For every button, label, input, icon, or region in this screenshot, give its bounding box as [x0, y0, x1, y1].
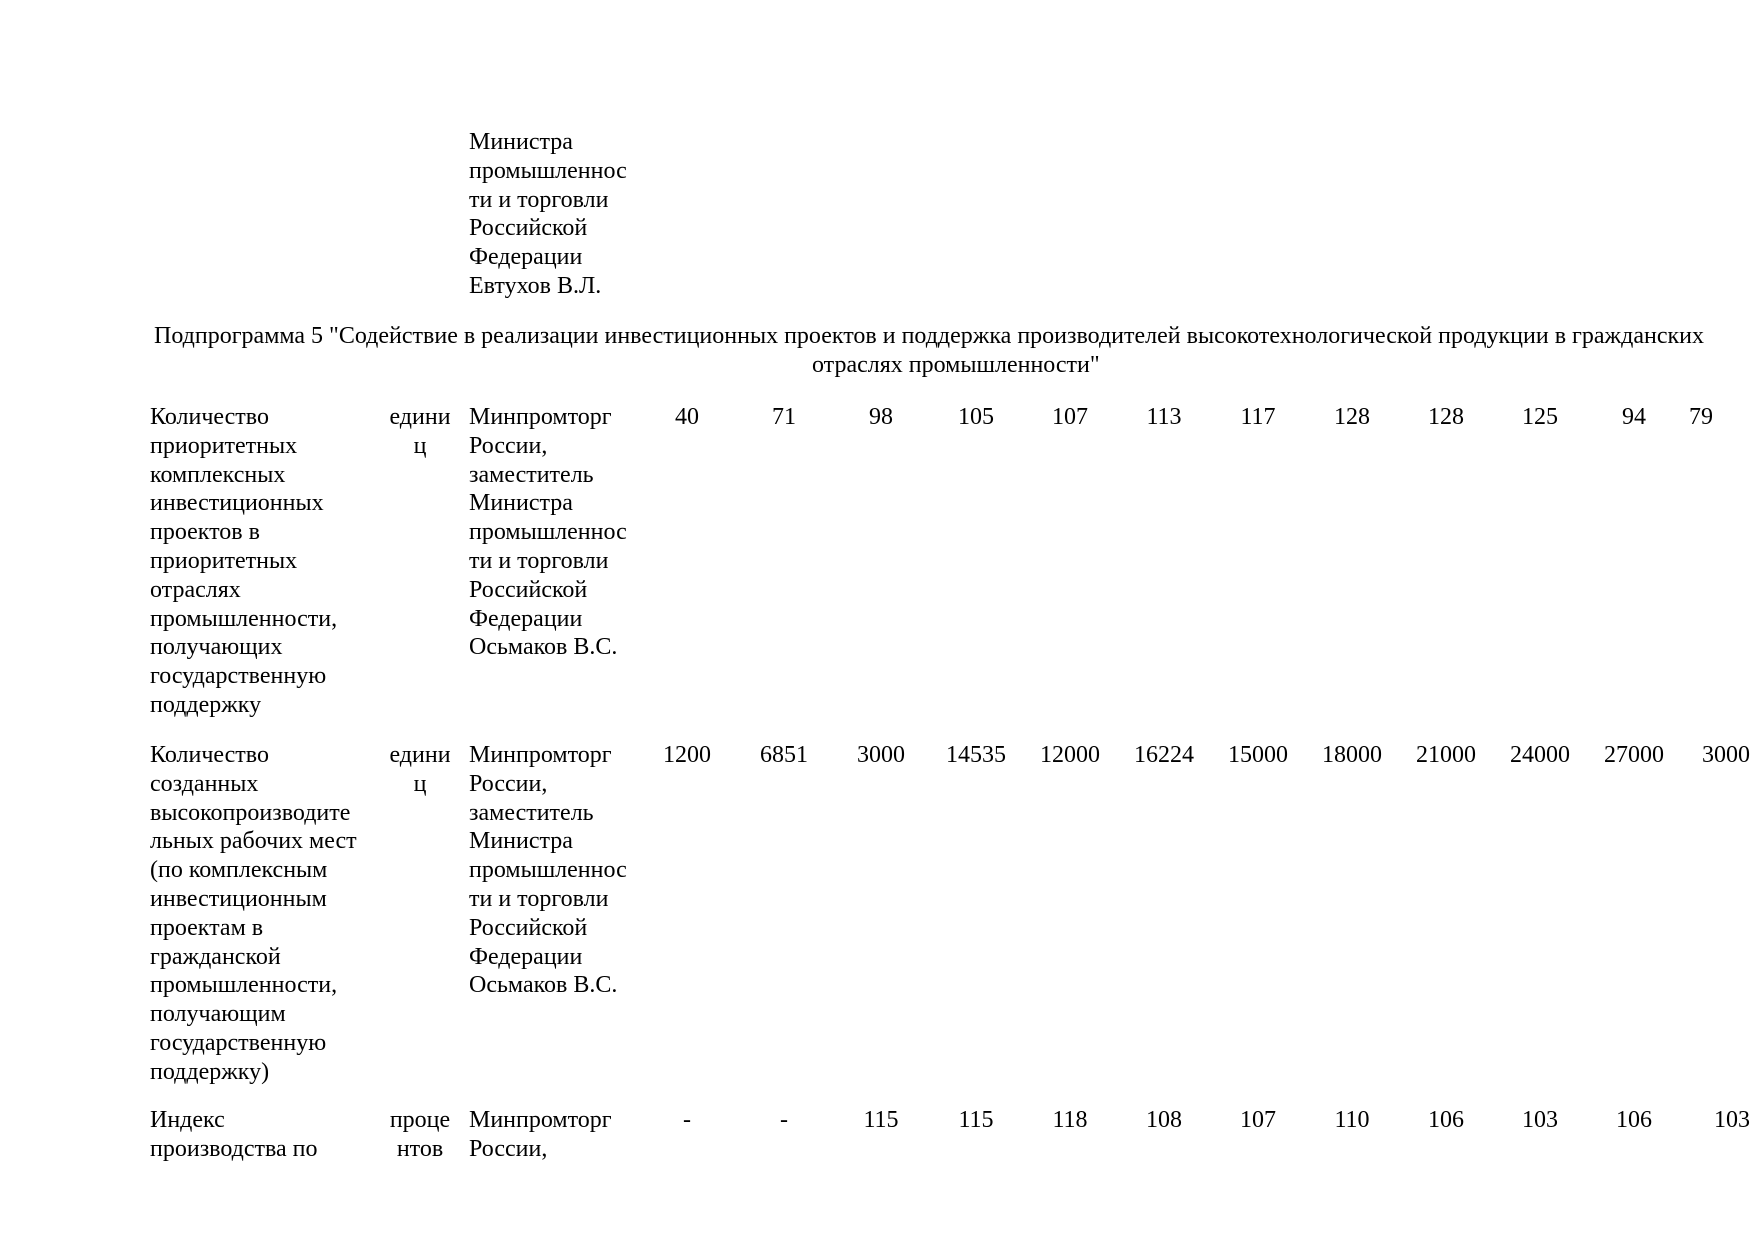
text-line: государственную: [150, 1029, 327, 1056]
value-cell: 125: [1522, 404, 1558, 430]
value-cell: 14535: [946, 742, 1006, 768]
text-line: инвестиционных: [150, 490, 324, 517]
text-line: России,: [469, 1135, 548, 1162]
indicator-name-cell: [150, 741, 380, 1087]
value-cell: 71: [772, 404, 796, 430]
text-line: едини: [389, 742, 451, 768]
text-line: (по комплексным: [150, 857, 328, 884]
text-line: ц: [413, 770, 427, 797]
value-cell: 24000: [1510, 742, 1570, 768]
value-cell: 3000: [1702, 742, 1750, 768]
unit-cell: [382, 1106, 458, 1164]
value-cell: 15000: [1228, 742, 1288, 768]
value-cell: 128: [1334, 404, 1370, 430]
text-line: проектам в: [150, 914, 264, 941]
text-line: Осьмаков В.С.: [469, 634, 618, 661]
text-line: Российской: [469, 914, 588, 941]
text-line: заместитель: [469, 799, 594, 826]
value-cell: 106: [1428, 1107, 1464, 1133]
text-line: комплексных: [150, 461, 286, 488]
value-cell: 118: [1052, 1107, 1088, 1133]
value-cell: 115: [863, 1107, 899, 1133]
value-cell: 105: [958, 404, 994, 430]
text-line: Российской: [469, 576, 588, 603]
responsible-cell: [469, 1106, 659, 1164]
text-line: промышленнос: [469, 857, 627, 884]
unit-cell: [382, 741, 458, 799]
value-cell: 79: [1689, 404, 1713, 430]
text-line: Индекс: [150, 1107, 225, 1133]
text-line: получающим: [150, 1001, 286, 1028]
value-cell: 128: [1428, 404, 1464, 430]
value-cell: 1200: [663, 742, 711, 768]
text-line: проектов в: [150, 519, 260, 546]
value-cell: 117: [1240, 404, 1276, 430]
subprogram-title-line2: отраслях промышленности": [812, 351, 1100, 378]
text-line: проце: [389, 1107, 451, 1133]
text-line: ти и торговли: [469, 186, 609, 213]
text-line: отраслях: [150, 576, 241, 603]
text-line: государственную: [150, 663, 327, 690]
text-line: Федерации: [469, 605, 583, 632]
value-cell: -: [683, 1107, 691, 1133]
value-cell: 16224: [1134, 742, 1194, 768]
text-line: промышленнос: [469, 157, 627, 184]
value-cell: 18000: [1322, 742, 1382, 768]
value-cell: 115: [958, 1107, 994, 1133]
value-cell: 107: [1240, 1107, 1276, 1133]
text-line: Евтухов В.Л.: [469, 272, 602, 299]
text-line: Количество: [150, 742, 269, 768]
text-line: России,: [469, 770, 548, 797]
text-line: Минпромторг: [469, 1107, 612, 1133]
value-cell: 40: [675, 404, 699, 430]
text-line: поддержку): [150, 1058, 270, 1085]
value-cell: 107: [1052, 404, 1088, 430]
text-line: высокопроизводите: [150, 799, 351, 826]
text-line: ц: [413, 432, 427, 459]
value-cell: 3000: [857, 742, 905, 768]
text-line: производства по: [150, 1135, 318, 1162]
value-cell: 27000: [1604, 742, 1664, 768]
text-line: Министра: [469, 129, 573, 155]
top-responsible-cell: [469, 128, 659, 301]
text-line: Минпромторг: [469, 742, 612, 768]
responsible-cell: [469, 741, 659, 1000]
indicator-name-cell: [150, 403, 380, 720]
text-line: Минпромторг: [469, 404, 612, 430]
text-line: Федерации: [469, 943, 583, 970]
value-cell: 110: [1334, 1107, 1370, 1133]
text-line: едини: [389, 404, 451, 430]
text-line: заместитель: [469, 461, 594, 488]
value-cell: 106: [1616, 1107, 1652, 1133]
value-cell: 12000: [1040, 742, 1100, 768]
text-line: Министра: [469, 490, 573, 517]
value-cell: 94: [1622, 404, 1646, 430]
indicator-name-cell: [150, 1106, 380, 1164]
text-line: промышленности,: [150, 605, 338, 632]
text-line: инвестиционным: [150, 885, 327, 912]
text-line: ти и торговли: [469, 885, 609, 912]
text-line: гражданской: [150, 943, 281, 970]
unit-cell: [382, 403, 458, 461]
text-line: Российской: [469, 215, 588, 242]
text-line: Количество: [150, 404, 269, 430]
value-cell: 98: [869, 404, 893, 430]
value-cell: 113: [1146, 404, 1182, 430]
value-cell: 6851: [760, 742, 808, 768]
text-line: нтов: [396, 1135, 444, 1162]
text-line: получающих: [150, 634, 283, 661]
value-cell: 103: [1522, 1107, 1558, 1133]
text-line: приоритетных: [150, 547, 298, 574]
text-line: созданных: [150, 770, 259, 797]
text-line: Министра: [469, 828, 573, 855]
text-line: ти и торговли: [469, 547, 609, 574]
text-line: России,: [469, 432, 548, 459]
text-line: Осьмаков В.С.: [469, 972, 618, 999]
text-line: промышленнос: [469, 519, 627, 546]
value-cell: -: [780, 1107, 788, 1133]
text-line: промышленности,: [150, 972, 338, 999]
value-cell: 108: [1146, 1107, 1182, 1133]
value-cell: 103: [1714, 1107, 1750, 1133]
text-line: приоритетных: [150, 432, 298, 459]
text-line: поддержку: [150, 691, 262, 718]
responsible-cell: [469, 403, 659, 662]
value-cell: 21000: [1416, 742, 1476, 768]
subprogram-title-line1: Подпрограмма 5 "Содействие в реализации инвестиционных проектов и поддержка производителей высокотехнологической продукции в гражданских: [154, 323, 1704, 349]
text-line: Федерации: [469, 244, 583, 271]
text-line: льных рабочих мест: [150, 828, 357, 855]
